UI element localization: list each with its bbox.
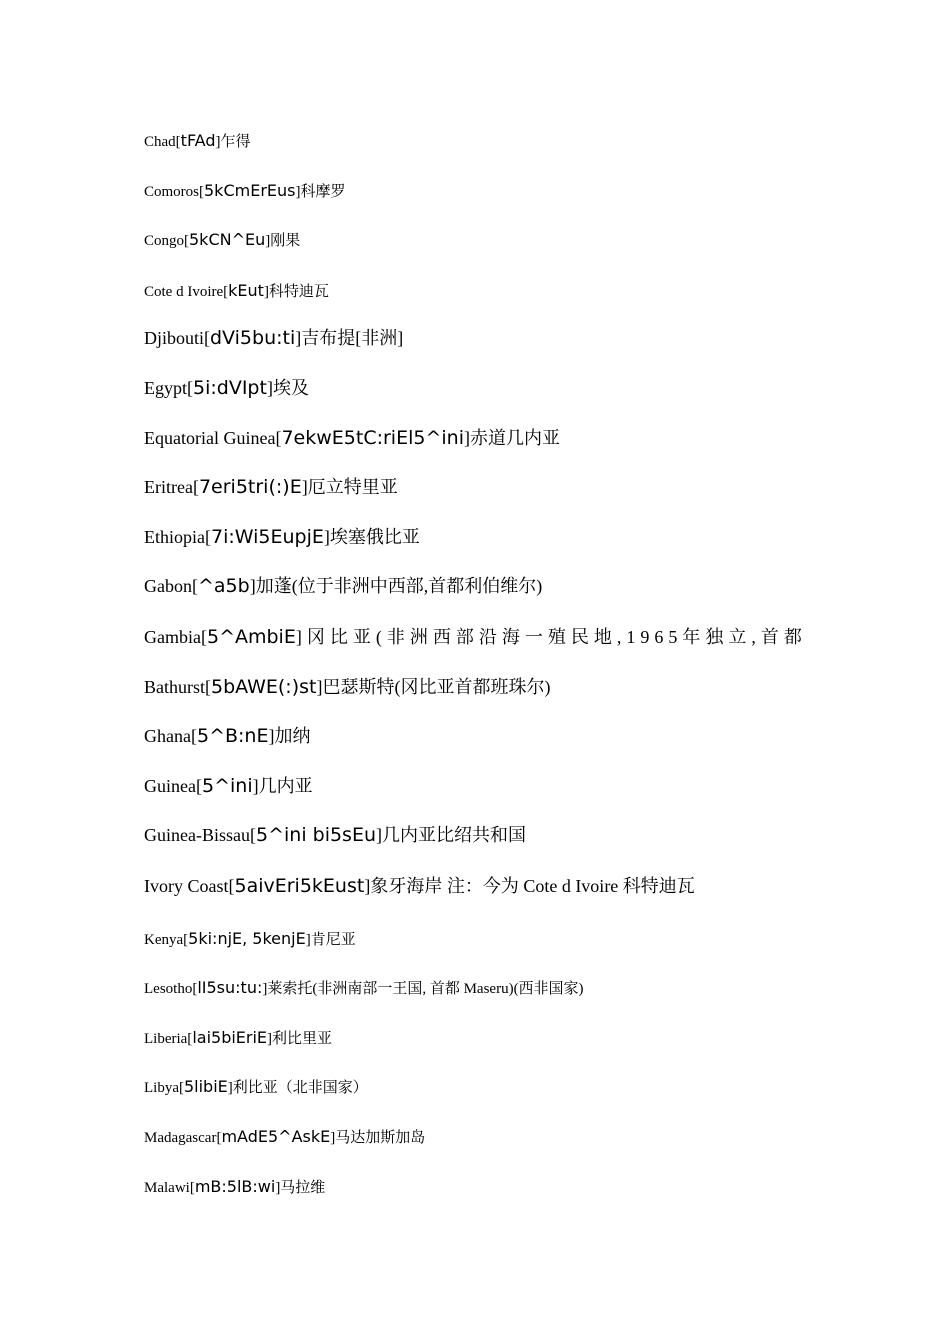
entry-cote-d-ivoire: Cote d Ivoire[kEut]科特迪瓦 xyxy=(144,281,329,300)
entry-malawi: Malawi[mB:5lB:wi]马拉维 xyxy=(144,1177,326,1196)
entry-gabon: Gabon[^a5b]加蓬(位于非洲中西部,首都利伯维尔) xyxy=(144,575,543,597)
entry-lesotho: Lesotho[lI5su:tu:]莱索托(非洲南部一王国, 首都 Maseru)(西非国家) xyxy=(144,978,584,997)
entry-ethiopia: Ethiopia[7i:Wi5EupjE]埃塞俄比亚 xyxy=(144,526,420,548)
entry-kenya: Kenya[5ki:njE, 5kenjE]肯尼亚 xyxy=(144,929,356,948)
entry-libya: Libya[5libiE]利比亚（北非国家） xyxy=(144,1077,368,1096)
entry-guinea-bissau: Guinea-Bissau[5^ini bi5sEu]几内亚比绍共和国 xyxy=(144,824,527,846)
entry-congo: Congo[5kCN^Eu]刚果 xyxy=(144,230,301,249)
entry-bathurst: Bathurst[5bAWE(:)st]巴瑟斯特(冈比亚首都班珠尔) xyxy=(144,676,551,698)
entry-eritrea: Eritrea[7eri5tri(:)E]厄立特里亚 xyxy=(144,476,398,498)
entry-equatorial-guinea: Equatorial Guinea[7ekwE5tC:riEl5^ini]赤道几内亚 xyxy=(144,427,560,449)
entry-comoros: Comoros[5kCmErEus]科摩罗 xyxy=(144,181,346,200)
entry-gambia: Gambia[5^AmbiE]冈比亚(非洲西部沿海一殖民地,1965年独立,首都 xyxy=(144,626,807,648)
entry-djibouti: Djibouti[dVi5bu:ti]吉布提[非洲] xyxy=(144,327,404,349)
entry-ivory-coast: Ivory Coast[5aivEri5kEust]象牙海岸 注：今为 Cote d Ivoire 科特迪瓦 xyxy=(144,875,695,897)
entry-liberia: Liberia[lai5biEriE]利比里亚 xyxy=(144,1028,333,1047)
entry-chad: Chad[tFAd]乍得 xyxy=(144,131,251,150)
entry-guinea: Guinea[5^ini]几内亚 xyxy=(144,775,313,797)
entry-ghana: Ghana[5^B:nE]加纳 xyxy=(144,725,311,747)
entry-madagascar: Madagascar[mAdE5^AskE]马达加斯加岛 xyxy=(144,1127,426,1146)
entry-egypt: Egypt[5i:dVIpt]埃及 xyxy=(144,377,309,399)
